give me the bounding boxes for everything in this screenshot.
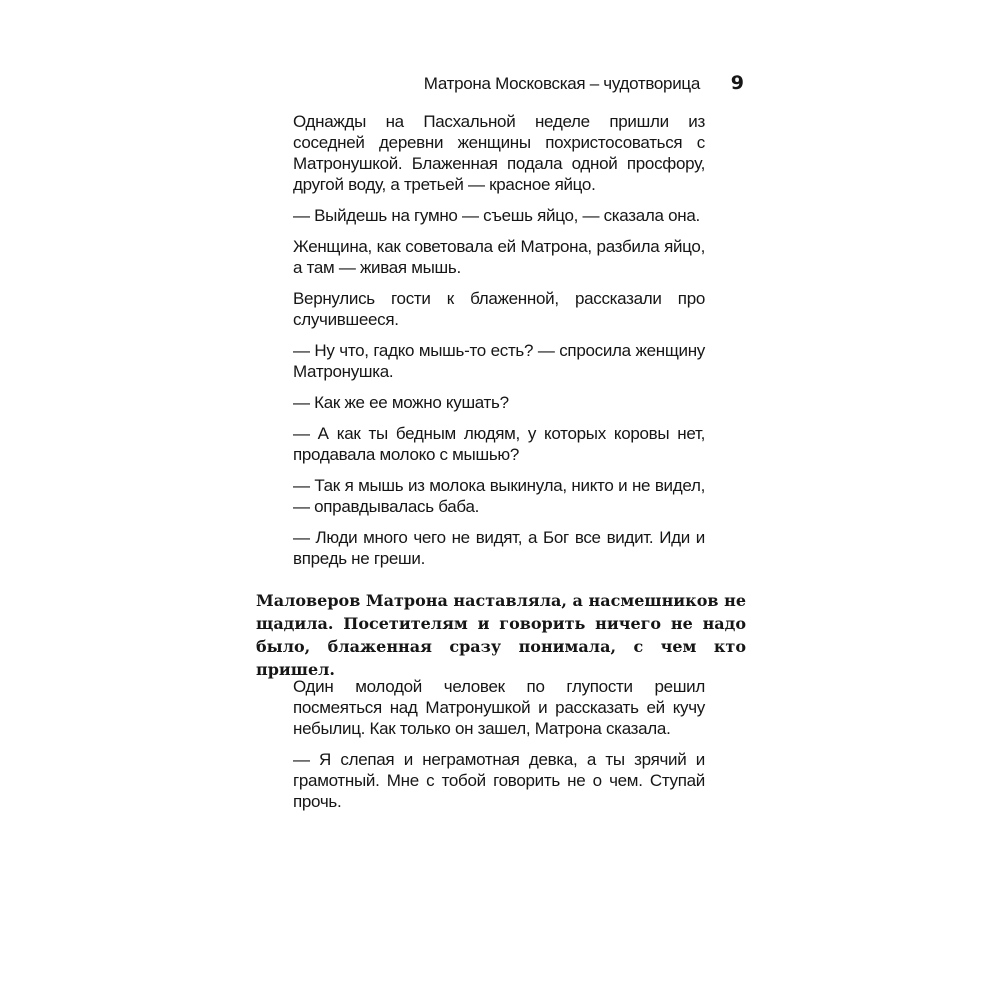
body-paragraph: Однажды на Пасхальной неделе пришли из соседней деревни женщины похристосоваться с Матронушкой. Блаженная подала одной просфору, другой воду, а третьей — красное яйцо.	[293, 112, 705, 194]
body-paragraph: — Как же ее можно кушать?	[293, 393, 509, 412]
page-header	[256, 72, 744, 102]
page-number: 9	[730, 72, 744, 94]
running-title: Матрона Московская – чудотворица	[423, 74, 700, 93]
body-paragraph: — Выйдешь на гумно — съешь яйцо, — сказала она.	[293, 206, 700, 225]
body-paragraph: Один молодой человек по глупости решил посмеяться над Матронушкой и рассказать ей кучу небылиц. Как только он зашел, Матрона сказала.	[293, 677, 705, 738]
body-paragraph: — Люди много чего не видят, а Бог все видит. Иди и впредь не греши.	[293, 528, 705, 568]
body-paragraph: — Так я мышь из молока выкинула, никто и не видел, — оправдывалась баба.	[293, 476, 705, 516]
body-paragraph: — Я слепая и неграмотная девка, а ты зрячий и грамотный. Мне с тобой говорить не о чем. Ступай прочь.	[293, 750, 705, 811]
body-paragraph: Женщина, как советовала ей Матрона, разбила яйцо, а там — живая мышь.	[293, 237, 705, 277]
body-paragraph: — А как ты бедным людям, у которых коровы нет, продавала молоко с мышью?	[293, 424, 705, 464]
story-section-easter	[293, 111, 705, 579]
body-paragraph: — Ну что, гадко мышь-то есть? — спросила женщину Матронушка.	[293, 341, 705, 381]
lead-paragraph: Маловеров Матрона наставляла, а насмешников не щадила. Посетителям и говорить ничего не надо было, блаженная сразу понимала, с чем кто пришел.	[256, 591, 746, 679]
story-section-young-man	[293, 676, 705, 822]
body-paragraph: Вернулись гости к блаженной, рассказали про случившееся.	[293, 289, 705, 329]
